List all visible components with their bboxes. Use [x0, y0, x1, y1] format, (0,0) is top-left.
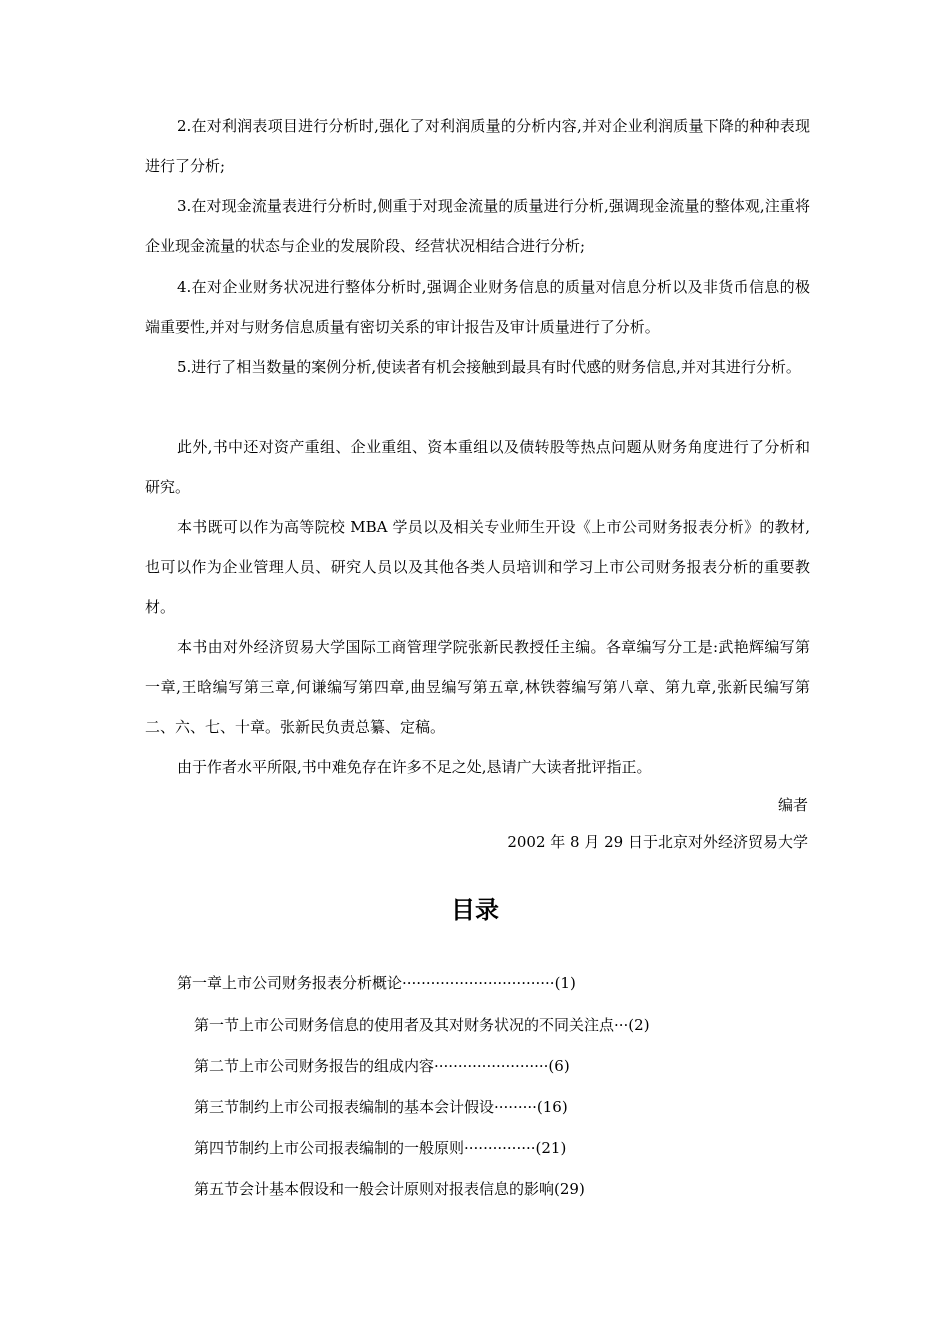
preface-signature: 编者	[777, 796, 808, 814]
toc-chapter-entry[interactable]: 第一章上市公司财务报表分析概论································(1)	[177, 974, 576, 992]
toc-section-entry[interactable]: 第五节会计基本假设和一般会计原则对报表信息的影响(29)	[194, 1180, 585, 1198]
preface-paragraph-closing: 由于作者水平所限,书中难免存在许多不足之处,恳请广大读者批评指正。	[177, 758, 652, 776]
toc-section-entry[interactable]: 第二节上市公司财务报告的组成内容························(6)	[194, 1057, 570, 1075]
preface-paragraph-item-2: 2.在对利润表项目进行分析时,强化了对利润质量的分析内容,并对企业利润质量下降的种种表现进行了分析;	[145, 117, 810, 175]
preface-date-line: 2002 年 8 月 29 日于北京对外经济贸易大学	[507, 833, 808, 851]
toc-section-entry[interactable]: 第三节制约上市公司报表编制的基本会计假设·········(16)	[194, 1098, 568, 1116]
preface-paragraph-item-3: 3.在对现金流量表进行分析时,侧重于对现金流量的质量进行分析,强调现金流量的整体观,注重将企业现金流量的状态与企业的发展阶段、经营状况相结合进行分析;	[145, 197, 810, 255]
preface-paragraph-hot-topics: 此外,书中还对资产重组、企业重组、资本重组以及债转股等热点问题从财务角度进行了分析和研究。	[145, 438, 810, 496]
toc-section-entry[interactable]: 第四节制约上市公司报表编制的一般原则···············(21)	[194, 1139, 567, 1157]
preface-paragraph-authors: 本书由对外经济贸易大学国际工商管理学院张新民教授任主编。各章编写分工是:武艳辉编写第一章,王晗编写第三章,何谦编写第四章,曲昱编写第五章,林铁蓉编写第八章、第九章,张新民编写第二、六、七、十章。张新民负责总纂、定稿。	[145, 638, 810, 736]
toc-section-entry[interactable]: 第一节上市公司财务信息的使用者及其对财务状况的不同关注点···(2)	[194, 1016, 650, 1034]
preface-paragraph-item-4: 4.在对企业财务状况进行整体分析时,强调企业财务信息的质量对信息分析以及非货币信息的极端重要性,并对与财务信息质量有密切关系的审计报告及审计质量进行了分析。	[145, 278, 810, 336]
preface-paragraph-item-5: 5.进行了相当数量的案例分析,使读者有机会接触到最具有时代感的财务信息,并对其进行分析。	[177, 358, 801, 376]
preface-paragraph-audience: 本书既可以作为高等院校 MBA 学员以及相关专业师生开设《上市公司财务报表分析》的教材,也可以作为企业管理人员、研究人员以及其他各类人员培训和学习上市公司财务报表分析的重要教材。	[145, 518, 810, 616]
toc-title: 目录	[451, 896, 499, 924]
